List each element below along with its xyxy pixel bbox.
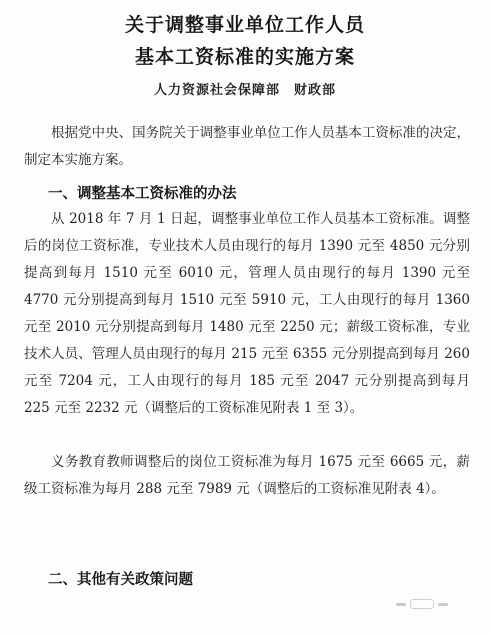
section-1-heading: 一、调整基本工资标准的办法	[48, 186, 237, 202]
intro-paragraph: 根据党中央、国务院关于调整事业单位工作人员基本工资标准的决定，制定本实施方案。	[24, 125, 470, 168]
watermark-mark	[396, 603, 406, 606]
watermark-logo	[396, 597, 470, 611]
section-2-heading: 二、其他有关政策问题	[48, 572, 193, 588]
section-1-paragraph-1: 从 2018 年 7 月 1 日起，调整事业单位工作人员基本工资标准。调整后的岗位工资标准，专业技术人员由现行的每月 1390 元至 4850 元分别提高到每月 1510 元至 6010 元，管理人员由现行的每月 1390 元至 4770 元分别提高到每月 1510 元至 5910 元，工人由现行的每月 1360 元至 2010 元分别提高到每月 1480 元至 2250 元；薪级工资标准，专业技术人员、管理人员由现行的每月 215 元至 6355 元分别提高到每月 260 元至 7204 元，工人由现行的每月 185 元至 2047 元分别提高到每月 225 元至 2232 元（调整后的工资标准见附表 1 至 3）。	[24, 211, 470, 416]
document-title-line-1: 关于调整事业单位工作人员	[124, 14, 365, 36]
watermark-mark-2	[438, 603, 448, 606]
document-title-line-2: 基本工资标准的实施方案	[134, 46, 355, 68]
section-1-paragraph-2: 义务教育教师调整后的岗位工资标准为每月 1675 元至 6665 元，薪级工资标准为每月 288 元至 7989 元（调整后的工资标准见附表 4）。	[24, 454, 470, 497]
watermark-badge	[410, 599, 434, 609]
issuing-departments: 人力资源社会保障部 财政部	[153, 83, 336, 98]
